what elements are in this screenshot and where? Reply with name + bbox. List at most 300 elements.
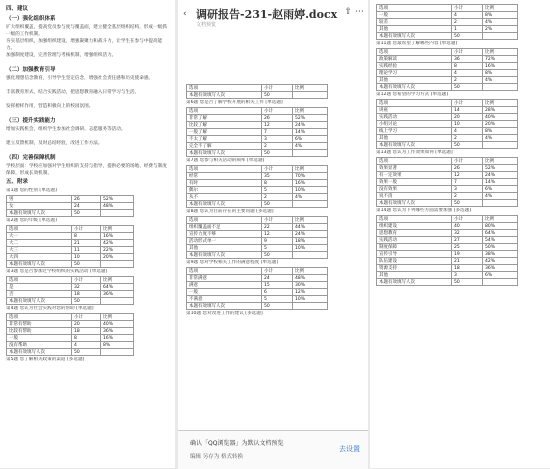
table-cell: 比例 xyxy=(483,158,518,165)
table-row xyxy=(7,277,134,284)
bottom-prompt-bar xyxy=(178,430,368,469)
table-cell: 思想教育 xyxy=(377,230,452,237)
question-title: 第10题 您对改进工作的建议 [多选题] xyxy=(186,311,263,316)
table-cell: 21 xyxy=(452,258,483,265)
share-icon[interactable]: ⇧ xyxy=(344,7,352,17)
table-cell: 线上学习 xyxy=(377,128,452,135)
table-row xyxy=(377,193,518,200)
table-cell: 28% xyxy=(483,107,518,114)
subsection-heading: （一）强化组织体系 xyxy=(6,16,56,22)
table-cell: 4% xyxy=(483,135,518,142)
table-row xyxy=(7,291,134,298)
document-page-left xyxy=(0,0,175,468)
table-cell: 6% xyxy=(483,186,518,193)
table-cell: 其他 xyxy=(377,135,452,142)
table-cell: 队伍建设 xyxy=(377,258,452,265)
table-row xyxy=(187,180,328,187)
table-cell: 7 xyxy=(262,129,293,136)
subsection-heading: （二）加强教育引导 xyxy=(6,67,56,73)
table-row xyxy=(377,216,518,223)
more-icon[interactable]: ⋯ xyxy=(355,7,364,17)
table-cell: 12% xyxy=(293,289,328,296)
table-row xyxy=(377,272,518,279)
table-cell: 18 xyxy=(452,265,483,272)
table-cell: 5 xyxy=(262,245,293,252)
table-cell: 本题有效填写人次 xyxy=(187,201,262,208)
table-cell: 2 xyxy=(262,194,293,201)
table-cell: 实践活动 xyxy=(377,114,452,121)
table-row xyxy=(377,121,518,128)
table-cell: 2 xyxy=(452,77,483,84)
table-cell: 19 xyxy=(452,251,483,258)
table-cell: 本题有效填写人次 xyxy=(377,200,452,207)
table-cell: 50% xyxy=(483,244,518,251)
table-row xyxy=(377,251,518,258)
table-row xyxy=(187,268,328,275)
table-cell: 4% xyxy=(483,19,518,26)
table-cell: 36% xyxy=(101,291,134,298)
table-cell: 非常有帮助 xyxy=(7,321,72,328)
table-row xyxy=(377,100,518,107)
table-cell: 小计 xyxy=(262,85,293,92)
document-subtitle: 文档预览 xyxy=(196,22,217,28)
table-cell: 40 xyxy=(452,223,483,230)
table-cell: 比例 xyxy=(101,277,134,284)
table-cell: 12 xyxy=(262,122,293,129)
section-heading: 五、附录 xyxy=(6,179,29,185)
table-cell: 其他 xyxy=(187,245,262,252)
table-row xyxy=(377,128,518,135)
paragraph: 学校层面：学校应加强对学生组织的支持与指导，提供必要的场地、经费与制度保障，形成长效机制。 xyxy=(6,164,167,176)
table-cell: 效果一般 xyxy=(377,179,452,186)
paragraph: 建立反馈机制，及时总结经验，改进工作方法。 xyxy=(6,141,103,146)
table-cell: 比较了解 xyxy=(187,122,262,129)
table-cell: 42% xyxy=(483,258,518,265)
table-cell: 38% xyxy=(483,251,518,258)
table-row xyxy=(187,122,328,129)
table-cell: 选项 xyxy=(7,314,72,321)
question-title: 第13题 您认为工作效果如何 [单选题] xyxy=(376,150,453,155)
table-cell xyxy=(293,92,328,99)
table-cell: 52% xyxy=(483,165,518,172)
stats-table xyxy=(376,48,518,91)
table-row xyxy=(187,143,328,150)
table-cell: 不满意 xyxy=(187,296,262,303)
paragraph: 扩大组织覆盖，提高党员参与度与覆盖面，建立健全基层组织结构，形成一级抓一级的工作机制。 xyxy=(6,25,167,37)
table-cell: 4 xyxy=(452,12,483,19)
table-cell: 6 xyxy=(262,289,293,296)
table-cell: 50 xyxy=(72,349,101,356)
table-cell: 20% xyxy=(101,254,134,261)
table-row xyxy=(7,284,134,291)
table-cell xyxy=(483,279,518,286)
table-cell: 18% xyxy=(293,238,328,245)
table-row xyxy=(377,49,518,56)
table-cell: 70% xyxy=(293,173,328,180)
table-cell: 10% xyxy=(293,296,328,303)
table-cell: 26 xyxy=(72,196,101,203)
table-cell xyxy=(101,349,134,356)
table-cell: 4 xyxy=(452,128,483,135)
table-cell: 40% xyxy=(101,321,134,328)
table-cell: 22% xyxy=(101,247,134,254)
table-cell: 4% xyxy=(483,193,518,200)
table-cell xyxy=(101,261,134,268)
table-cell: 非常满意 xyxy=(187,275,262,282)
table-cell: 资源支持 xyxy=(377,265,452,272)
table-cell: 选项 xyxy=(187,166,262,173)
table-row xyxy=(377,258,518,265)
table-cell: 小计 xyxy=(72,226,101,233)
table-cell: 说不清 xyxy=(377,193,452,200)
table-cell: 4 xyxy=(452,70,483,77)
table-cell: 4 xyxy=(72,342,101,349)
table-cell: 女 xyxy=(7,203,72,210)
table-cell: 大三 xyxy=(7,247,72,254)
question-title: 第8题 您认为目前存在的主要问题 [多选题] xyxy=(186,209,274,214)
table-row xyxy=(7,254,134,261)
table-row xyxy=(187,275,328,282)
table-row xyxy=(7,196,134,203)
table-cell xyxy=(293,303,328,310)
table-cell: 7 xyxy=(452,179,483,186)
table-cell: 选项 xyxy=(377,100,452,107)
stats-table xyxy=(6,195,134,217)
table-cell: 小计 xyxy=(262,217,293,224)
table-cell: 有一定效果 xyxy=(377,172,452,179)
table-cell: 8 xyxy=(72,233,101,240)
question-title: 第7题 您参与相关活动的频率 [单选题] xyxy=(186,158,265,163)
table-row xyxy=(187,252,328,259)
question-title: 第4题 您认为社会实践对您的帮助 [单选题] xyxy=(6,306,94,311)
table-row xyxy=(7,321,134,328)
stats-table xyxy=(376,157,518,207)
bottom-actions[interactable]: 编辑 另存为 格式转换 xyxy=(190,454,243,460)
table-cell: 9 xyxy=(262,238,293,245)
question-title: 第11题 您最希望了解哪些内容 [单选题] xyxy=(376,41,458,46)
table-cell: 50 xyxy=(262,92,293,99)
table-cell: 比例 xyxy=(101,226,134,233)
table-cell: 是 xyxy=(7,284,72,291)
table-cell: 小计 xyxy=(72,314,101,321)
paragraph: 发挥榜样作用，营造积极向上的校园氛围。 xyxy=(6,104,94,109)
table-cell: 实践经验 xyxy=(377,63,452,70)
table-cell: 小计 xyxy=(452,216,483,223)
table-row xyxy=(377,142,518,149)
paragraph: 丰富教育形式，结合实践活动，把思想教育融入日常学习与生活。 xyxy=(6,90,140,95)
table-cell: 20% xyxy=(483,121,518,128)
question-title: 第9题 您对学校相关工作的满意程度 [单选题] xyxy=(186,260,279,265)
table-row xyxy=(377,279,518,286)
table-cell: 选项 xyxy=(377,5,452,12)
table-cell: 6% xyxy=(293,136,328,143)
table-cell: 24 xyxy=(262,275,293,282)
stats-table xyxy=(6,225,134,268)
table-row xyxy=(7,314,134,321)
table-cell: 8 xyxy=(452,63,483,70)
table-row xyxy=(7,349,134,356)
subsection-heading: （四）完善保障机制 xyxy=(6,155,56,161)
table-cell: 本题有效填写人次 xyxy=(377,279,452,286)
table-row xyxy=(377,19,518,26)
document-page-middle xyxy=(178,0,368,468)
table-row xyxy=(377,135,518,142)
table-cell: 22 xyxy=(262,224,293,231)
table-row xyxy=(187,150,328,157)
table-row xyxy=(187,115,328,122)
table-cell: 40% xyxy=(483,114,518,121)
table-row xyxy=(187,173,328,180)
table-cell: 10 xyxy=(72,254,101,261)
stats-table xyxy=(186,84,328,99)
section-heading: 四、建议 xyxy=(6,6,29,12)
table-row xyxy=(377,84,518,91)
table-cell: 3 xyxy=(452,272,483,279)
table-cell: 6% xyxy=(483,272,518,279)
table-cell: 24% xyxy=(483,172,518,179)
table-row xyxy=(7,203,134,210)
table-cell: 组织覆盖面不足 xyxy=(187,224,262,231)
table-cell: 选项 xyxy=(7,226,72,233)
table-cell: 比例 xyxy=(293,85,328,92)
table-cell: 比较有帮助 xyxy=(7,328,72,335)
table-cell: 比例 xyxy=(293,268,328,275)
table-row xyxy=(377,265,518,272)
table-cell: 非常了解 xyxy=(187,115,262,122)
stats-table xyxy=(186,107,328,157)
table-cell: 一般 xyxy=(187,289,262,296)
table-cell: 14% xyxy=(483,179,518,186)
back-arrow-icon[interactable]: ‹ xyxy=(183,9,187,19)
table-cell: 35 xyxy=(262,173,293,180)
table-cell: 3 xyxy=(452,186,483,193)
table-cell: 本题有效填写人次 xyxy=(7,261,72,268)
table-cell: 组织建设 xyxy=(377,223,452,230)
table-cell: 26 xyxy=(262,115,293,122)
table-cell: 12 xyxy=(452,172,483,179)
table-cell xyxy=(483,200,518,207)
table-row xyxy=(377,26,518,33)
table-row xyxy=(377,63,518,70)
table-cell: 大一 xyxy=(7,233,72,240)
question-title: 第14题 您认为下列哪些方面需要加强 [多选题] xyxy=(376,208,472,213)
table-cell: 本题有效填写人次 xyxy=(7,349,72,356)
table-cell: 8 xyxy=(262,180,293,187)
table-row xyxy=(7,335,134,342)
table-cell: 2 xyxy=(262,143,293,150)
table-cell: 4% xyxy=(483,77,518,84)
table-cell: 50 xyxy=(452,142,483,149)
table-row xyxy=(377,165,518,172)
table-cell: 否 xyxy=(7,291,72,298)
table-cell: 4% xyxy=(293,194,328,201)
table-row xyxy=(377,70,518,77)
table-cell: 较差 xyxy=(377,19,452,26)
stats-table xyxy=(376,215,518,286)
table-cell: 男 xyxy=(7,196,72,203)
table-cell: 36 xyxy=(452,56,483,63)
table-cell: 一般了解 xyxy=(187,129,262,136)
table-cell: 18 xyxy=(72,328,101,335)
table-cell: 小组讨论 xyxy=(377,121,452,128)
table-cell: 54% xyxy=(483,237,518,244)
question-title: 第2题 您的年级 [单选题] xyxy=(6,218,57,223)
set-default-button[interactable]: 去设置 xyxy=(339,445,360,453)
stats-table xyxy=(186,165,328,208)
table-cell: 50 xyxy=(452,279,483,286)
table-cell: 一般 xyxy=(377,12,452,19)
table-cell: 小计 xyxy=(72,277,101,284)
table-cell: 50 xyxy=(262,252,293,259)
table-cell: 有时 xyxy=(187,180,262,187)
table-cell: 80% xyxy=(483,223,518,230)
table-cell: 选项 xyxy=(377,158,452,165)
table-cell: 本题有效填写人次 xyxy=(377,84,452,91)
table-row xyxy=(187,85,328,92)
table-cell: 制度保障 xyxy=(377,244,452,251)
table-cell: 本题有效填写人次 xyxy=(377,142,452,149)
table-cell: 4% xyxy=(293,143,328,150)
table-cell: 36% xyxy=(101,328,134,335)
table-cell: 本题有效填写人次 xyxy=(7,210,72,217)
table-row xyxy=(187,166,328,173)
table-cell: 10% xyxy=(293,187,328,194)
question-title: 第1题 您的性别 [单选题] xyxy=(6,188,57,193)
question-title: 第3题 您是否参加过学校组织的实践活动 [单选题] xyxy=(6,269,108,274)
table-cell: 讲座 xyxy=(377,107,452,114)
table-cell: 5 xyxy=(262,187,293,194)
table-row xyxy=(7,342,134,349)
table-row xyxy=(187,231,328,238)
table-row xyxy=(187,245,328,252)
table-cell: 小计 xyxy=(452,5,483,12)
table-row xyxy=(7,240,134,247)
table-cell: 8 xyxy=(72,335,101,342)
table-cell: 2 xyxy=(452,135,483,142)
table-cell: 15 xyxy=(262,282,293,289)
table-cell xyxy=(483,84,518,91)
document-title-bar xyxy=(178,0,368,30)
table-cell: 44% xyxy=(293,224,328,231)
table-cell: 不太了解 xyxy=(187,136,262,143)
table-cell: 10% xyxy=(293,245,328,252)
table-row xyxy=(187,108,328,115)
table-cell: 小计 xyxy=(452,100,483,107)
stats-table xyxy=(186,267,328,310)
table-cell: 2 xyxy=(452,19,483,26)
table-row xyxy=(377,223,518,230)
table-cell: 52% xyxy=(293,115,328,122)
table-cell: 偶尔 xyxy=(187,187,262,194)
table-cell: 10 xyxy=(452,121,483,128)
paragraph: 增加实践机会，组织学生参加社会调研、志愿服务等活动。 xyxy=(6,127,126,132)
table-row xyxy=(377,33,518,40)
table-cell: 50 xyxy=(452,200,483,207)
table-cell: 本题有效填写人次 xyxy=(377,33,452,40)
table-row xyxy=(187,136,328,143)
table-row xyxy=(7,247,134,254)
table-cell: 2% xyxy=(483,26,518,33)
table-cell: 50 xyxy=(72,298,101,305)
table-row xyxy=(377,12,518,19)
table-row xyxy=(7,328,134,335)
table-cell: 小计 xyxy=(262,166,293,173)
document-title: 调研报告-231-赵雨婷.docx xyxy=(196,8,338,21)
table-cell: 64% xyxy=(101,284,134,291)
table-cell: 比例 xyxy=(483,100,518,107)
table-row xyxy=(377,179,518,186)
table-cell: 42% xyxy=(101,240,134,247)
table-cell: 8% xyxy=(483,128,518,135)
table-cell: 36% xyxy=(483,265,518,272)
table-cell: 宣传力度不够 xyxy=(187,231,262,238)
table-cell: 64% xyxy=(483,230,518,237)
stats-table xyxy=(376,4,518,40)
table-cell: 选项 xyxy=(377,49,452,56)
table-row xyxy=(7,261,134,268)
table-cell: 32 xyxy=(452,230,483,237)
table-cell: 活动形式单一 xyxy=(187,238,262,245)
table-row xyxy=(377,244,518,251)
table-cell xyxy=(293,252,328,259)
table-cell: 72% xyxy=(483,56,518,63)
table-row xyxy=(187,217,328,224)
table-cell: 大二 xyxy=(7,240,72,247)
table-cell xyxy=(101,210,134,217)
table-row xyxy=(187,194,328,201)
table-cell: 8% xyxy=(483,12,518,19)
paragraph: 强化理想信念教育，引导学生坚定信念，增强社会责任感和历史使命感。 xyxy=(6,76,154,81)
question-title: 第12题 您希望的学习方式 [单选题] xyxy=(376,92,449,97)
table-cell: 50 xyxy=(72,210,101,217)
table-row xyxy=(377,230,518,237)
table-cell: 其他 xyxy=(377,77,452,84)
table-cell: 完全不了解 xyxy=(187,143,262,150)
table-cell: 50 xyxy=(262,201,293,208)
table-cell: 比例 xyxy=(483,216,518,223)
table-cell: 20 xyxy=(72,321,101,328)
table-cell: 50 xyxy=(72,261,101,268)
table-cell: 50 xyxy=(262,150,293,157)
table-cell: 其他 xyxy=(377,272,452,279)
table-row xyxy=(187,129,328,136)
stats-table xyxy=(6,276,134,305)
table-row xyxy=(377,158,518,165)
table-cell: 理论学习 xyxy=(377,70,452,77)
table-cell: 选项 xyxy=(187,108,262,115)
stats-table xyxy=(376,99,518,149)
table-row xyxy=(377,56,518,63)
table-row xyxy=(187,201,328,208)
table-cell: 52% xyxy=(101,196,134,203)
table-cell: 本题有效填写人次 xyxy=(187,150,262,157)
table-cell: 27 xyxy=(452,237,483,244)
table-cell: 本题有效填写人次 xyxy=(187,303,262,310)
table-row xyxy=(187,92,328,99)
table-row xyxy=(187,238,328,245)
table-row xyxy=(7,233,134,240)
table-cell: 14 xyxy=(452,107,483,114)
table-cell: 16% xyxy=(293,180,328,187)
table-cell: 8% xyxy=(101,342,134,349)
table-cell: 宣传引导 xyxy=(377,251,452,258)
table-cell xyxy=(483,33,518,40)
table-cell: 3 xyxy=(262,136,293,143)
table-row xyxy=(187,282,328,289)
table-cell: 8% xyxy=(483,70,518,77)
table-row xyxy=(377,114,518,121)
table-cell: 一般 xyxy=(7,335,72,342)
